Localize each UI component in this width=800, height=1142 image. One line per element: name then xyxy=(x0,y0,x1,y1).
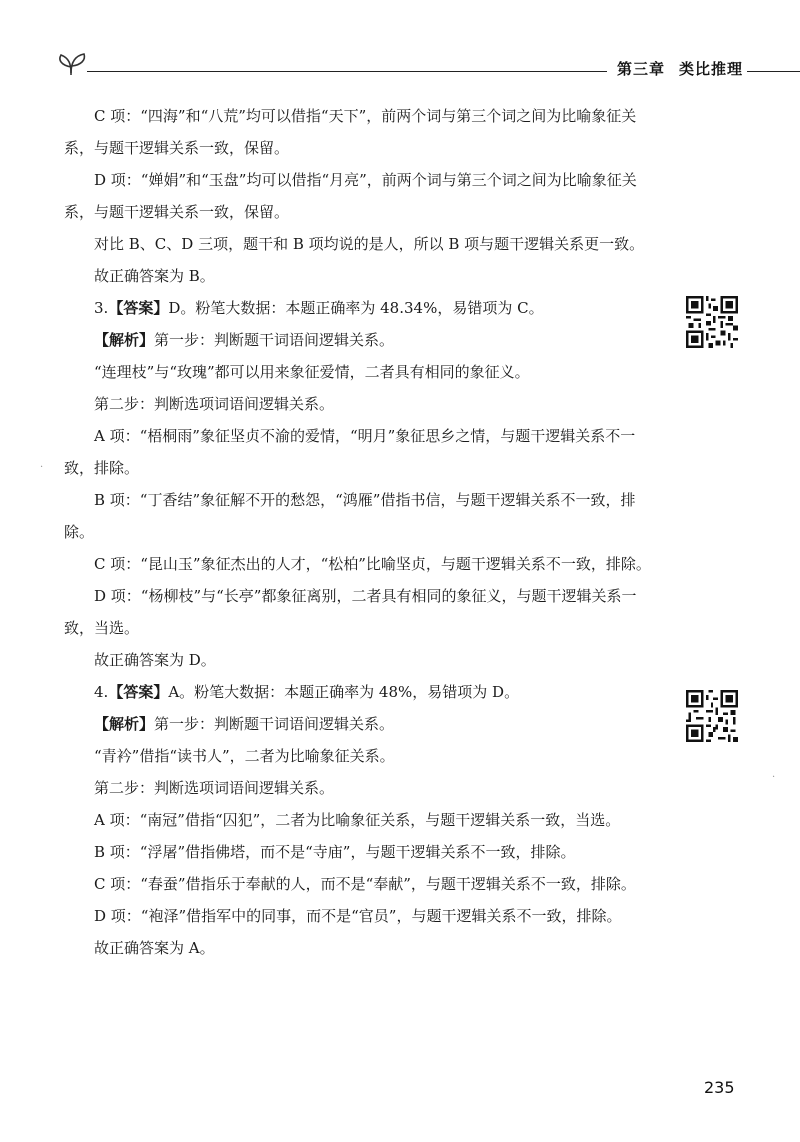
qr-code-icon[interactable] xyxy=(686,690,738,742)
answer-paragraph xyxy=(64,676,664,708)
page-number: 235 xyxy=(704,1078,735,1097)
analysis-paragraph xyxy=(64,324,664,356)
analysis-label: 【解析】 xyxy=(94,715,155,733)
paragraph: A 项：“南冠”借指“囚犯”，二者为比喻象征关系，与题干逻辑关系一致，当选。 xyxy=(94,811,621,829)
analysis-text: 第一步：判断题干词语间逻辑关系。 xyxy=(154,331,395,349)
question-number: 3. xyxy=(94,299,109,317)
analysis-paragraph xyxy=(64,708,664,740)
paragraph: 对比 B、C、D 三项，题干和 B 项均说的是人，所以 B 项与题干逻辑关系更一致。 xyxy=(94,235,645,253)
paragraph: 故正确答案为 D。 xyxy=(94,651,216,669)
paragraph: 第二步：判断选项词语间逻辑关系。 xyxy=(94,779,335,797)
margin-mark: · xyxy=(772,772,776,783)
leaf-icon xyxy=(55,46,89,76)
paragraph: D 项：“杨柳枝”与“长亭”都象征离别，二者具有相同的象征义，与题干逻辑关系一致，当选。 xyxy=(64,587,637,637)
paragraph: D 项：“婵娟”和“玉盘”均可以借指“月亮”，前两个词与第三个词之间为比喻象征关系，与题干逻辑关系一致，保留。 xyxy=(64,171,637,221)
paragraph: D 项：“袍泽”借指军中的同事，而不是“官员”，与题干逻辑关系不一致，排除。 xyxy=(94,907,622,925)
page-body xyxy=(64,100,664,964)
paragraph: “连理枝”与“玫瑰”都可以用来象征爱情，二者具有相同的象征义。 xyxy=(94,363,530,381)
paragraph: B 项：“浮屠”借指佛塔，而不是“寺庙”，与题干逻辑关系不一致，排除。 xyxy=(94,843,576,861)
header-rule-right xyxy=(745,71,800,72)
qr-code-icon[interactable] xyxy=(686,296,738,348)
answer-paragraph xyxy=(64,292,664,324)
paragraph: “青衿”借指“读书人”，二者为比喻象征关系。 xyxy=(94,747,395,765)
answer-text: D。粉笔大数据：本题正确率为 48.34%，易错项为 C。 xyxy=(168,299,544,317)
paragraph: B 项：“丁香结”象征解不开的愁怨，“鸿雁”借指书信，与题干逻辑关系不一致，排除。 xyxy=(64,491,636,541)
chapter-label: 第三章 xyxy=(617,60,666,78)
question-number: 4. xyxy=(94,683,109,701)
margin-mark: · xyxy=(40,462,44,473)
paragraph: C 项：“四海”和“八荒”均可以借指“天下”，前两个词与第三个词之间为比喻象征关系，与题干逻辑关系一致，保留。 xyxy=(64,107,637,157)
chapter-title: 类比推理 xyxy=(679,60,744,78)
answer-label: 【答案】 xyxy=(108,683,169,701)
analysis-label: 【解析】 xyxy=(94,331,155,349)
paragraph: C 项：“春蚕”借指乐于奉献的人，而不是“奉献”，与题干逻辑关系不一致，排除。 xyxy=(94,875,636,893)
paragraph: 故正确答案为 B。 xyxy=(94,267,215,285)
chapter-heading xyxy=(607,58,747,84)
page-header xyxy=(55,46,800,86)
paragraph: A 项：“梧桐雨”象征坚贞不渝的爱情，“明月”象征思乡之情，与题干逻辑关系不一致，排除。 xyxy=(64,427,636,477)
paragraph: C 项：“昆山玉”象征杰出的人才，“松柏”比喻坚贞，与题干逻辑关系不一致，排除。 xyxy=(94,555,651,573)
analysis-text: 第一步：判断题干词语间逻辑关系。 xyxy=(154,715,395,733)
answer-label: 【答案】 xyxy=(108,299,169,317)
header-rule-left xyxy=(87,71,615,72)
answer-text: A。粉笔大数据：本题正确率为 48%，易错项为 D。 xyxy=(168,683,520,701)
paragraph: 第二步：判断选项词语间逻辑关系。 xyxy=(94,395,335,413)
paragraph: 故正确答案为 A。 xyxy=(94,939,215,957)
